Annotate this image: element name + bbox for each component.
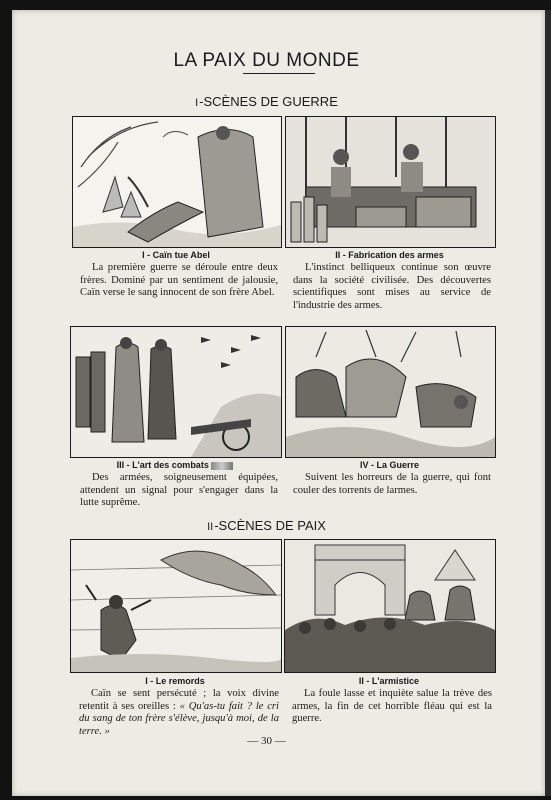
caption-4: IV - La Guerre bbox=[359, 460, 420, 470]
illustration-remorse bbox=[70, 539, 282, 673]
section-label: -SCÈNES DE GUERRE bbox=[199, 94, 338, 109]
caption-6: II - L'armistice bbox=[358, 676, 420, 686]
divine-quote: « Qu'as-tu fait ? le cri du sang de ton frère s'élève, jusqu'à moi, de la terre. » bbox=[79, 700, 279, 737]
section-heading-war bbox=[0, 94, 533, 109]
section-number: I bbox=[195, 97, 199, 109]
caption-text: III - L'art des combats bbox=[116, 460, 209, 470]
description-4 bbox=[293, 472, 491, 497]
illustration-art-of-combat bbox=[70, 326, 282, 458]
description-text: L'instinct belliqueux continue son œuvre dans la société civilisée. Des découvertes scientifiques sont mises au service de l'industrie des armes. bbox=[293, 262, 491, 311]
book-spine bbox=[545, 10, 551, 796]
description-text: La foule lasse et inquiète salue la trève des armes, la fin de cet horrible fléau qui est la guerre. bbox=[292, 688, 492, 724]
section-label: -SCÈNES DE PAIX bbox=[214, 518, 326, 533]
caption-2: II - Fabrication des armes bbox=[335, 250, 444, 260]
description-2 bbox=[293, 262, 491, 312]
caption-3 bbox=[70, 460, 280, 470]
description-3 bbox=[80, 472, 278, 510]
illustration-armistice bbox=[284, 539, 496, 673]
illustration-arms-factory bbox=[285, 116, 496, 248]
caption-1: I - Caïn tue Abel bbox=[142, 250, 210, 260]
section-heading-peace bbox=[0, 518, 533, 533]
description-text: La première guerre se déroule entre deux frères. Dominé par un sentiment de jalousie, Caïn verse le sang innocent de son frère Abel. bbox=[80, 262, 278, 298]
description-5 bbox=[79, 688, 279, 738]
caption-5: I - Le remords bbox=[145, 676, 205, 686]
illustration-cain-abel bbox=[72, 116, 282, 248]
description-1 bbox=[80, 262, 278, 300]
illustration-the-war bbox=[285, 326, 496, 458]
tank-vignette-icon bbox=[211, 462, 233, 470]
description-6 bbox=[292, 688, 492, 726]
page-number: — 30 — bbox=[247, 735, 286, 747]
title-underline bbox=[243, 73, 315, 74]
description-text: Des armées, soigneusement équipées, attendent un signal pour s'engager dans la lutte suprême. bbox=[80, 472, 278, 508]
description-text: Caïn se sent persécuté ; la voix divine retentit à ses oreilles : bbox=[79, 688, 279, 712]
description-text: Suivent les horreurs de la guerre, qui font couler des torrents de larmes. bbox=[293, 472, 491, 496]
page-title: LA PAIX DU MONDE bbox=[173, 50, 360, 71]
section-number: II bbox=[207, 521, 214, 533]
